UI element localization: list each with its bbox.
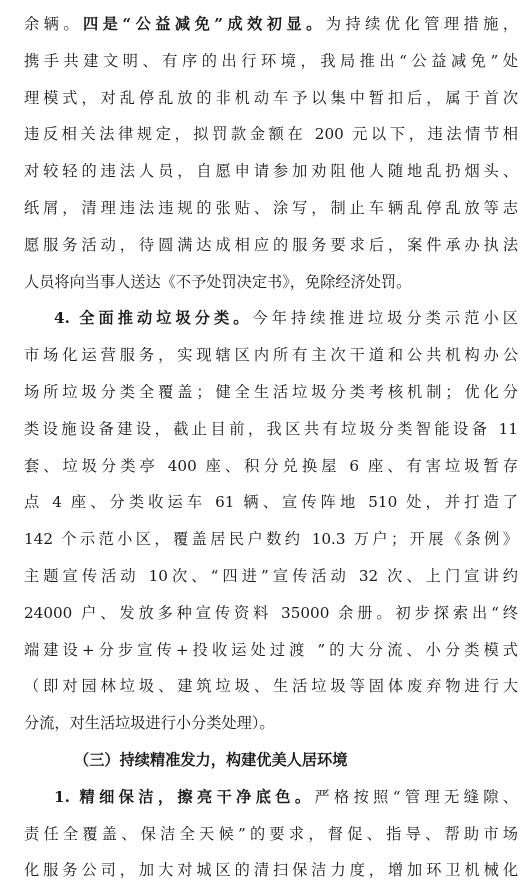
text-line: 场所垃圾分类全覆盖；健全生活垃圾分类考核机制；优化分 — [24, 382, 518, 401]
text-line: 纸屑，清理违法违规的张贴、涂写，制止车辆乱停乱放等志 — [24, 198, 518, 217]
text-line: 理模式，对乱停乱放的非机动车予以集中暂扣后，属于首次 — [24, 88, 518, 107]
text-run: 严格按照“管理无缝隙、 — [314, 787, 518, 806]
bold-lead: 四是“公益减免”成效初显。 — [83, 15, 326, 33]
text-run: 为持续优化管理措施， — [325, 15, 519, 33]
text-line: 携手共建文明、有序的出行环境，我局推出“公益减免”处 — [24, 51, 518, 70]
text-line: 市场化运营服务，实现辖区内所有主次干道和公共机构办公 — [24, 346, 518, 365]
text-line: 人员将向当事人送达《不予处罚决定书》，免除经济处罚。 — [24, 272, 412, 291]
text-line: 24000 户、发放多种宣传资料 35000 余册。初步探索出“终 — [24, 603, 518, 622]
text-line: 违反相关法律规定，拟罚款金额在 200 元以下，违法情节相 — [24, 125, 518, 144]
text-line — [24, 300, 518, 337]
text-line: 对较轻的违法人员，自愿申请参加劝阻他人随地乱扔烟头、 — [24, 162, 518, 181]
text-line: 化服务公司，加大对城区的清扫保洁力度，增加环卫机械化 — [24, 861, 518, 880]
text-line: 愿服务活动，待圆满达成相应的服务要求后，案件承办执法 — [24, 235, 518, 254]
text-line: 分流，对生活垃圾进行小分类处理）。 — [24, 714, 275, 733]
text-line: 主题宣传活动 10次、“四进”宣传活动 32 次、上门宣讲约 — [24, 566, 518, 585]
section-heading: （三）持续精准发力，构建优美人居环境 — [74, 750, 348, 769]
text-line: 142 个示范小区，覆盖居民户数约 10.3 万户；开展《条例》 — [24, 530, 518, 549]
bold-lead: 4. 全面推动垃圾分类。 — [54, 309, 253, 328]
text-line: 责任全覆盖、保洁全天候”的要求，督促、指导、帮助市场 — [24, 824, 518, 843]
text-run: 余辆。 — [24, 15, 84, 33]
text-line: 类设施设备建设，截止目前，我区共有垃圾分类智能设备 11 — [24, 419, 518, 438]
text-line — [24, 779, 518, 816]
text-line: （即对园林垃圾、建筑垃圾、生活垃圾等固体废弃物进行大 — [24, 677, 518, 696]
bold-lead: 1. 精细保洁，擦亮干净底色。 — [54, 787, 315, 806]
text-line — [24, 6, 518, 43]
text-run: 今年持续推进垃圾分类示范小区 — [252, 309, 518, 328]
text-line: 点 4 座、分类收运车 61 辆、宣传阵地 510 处，并打造了 — [24, 493, 518, 512]
text-line: 套、垃圾分类亭 400 座、积分兑换屋 6 座、有害垃圾暂存 — [24, 456, 518, 475]
text-line: 端建设+分步宣传+投收运处过渡 ”的大分流、小分类模式 — [24, 640, 518, 659]
